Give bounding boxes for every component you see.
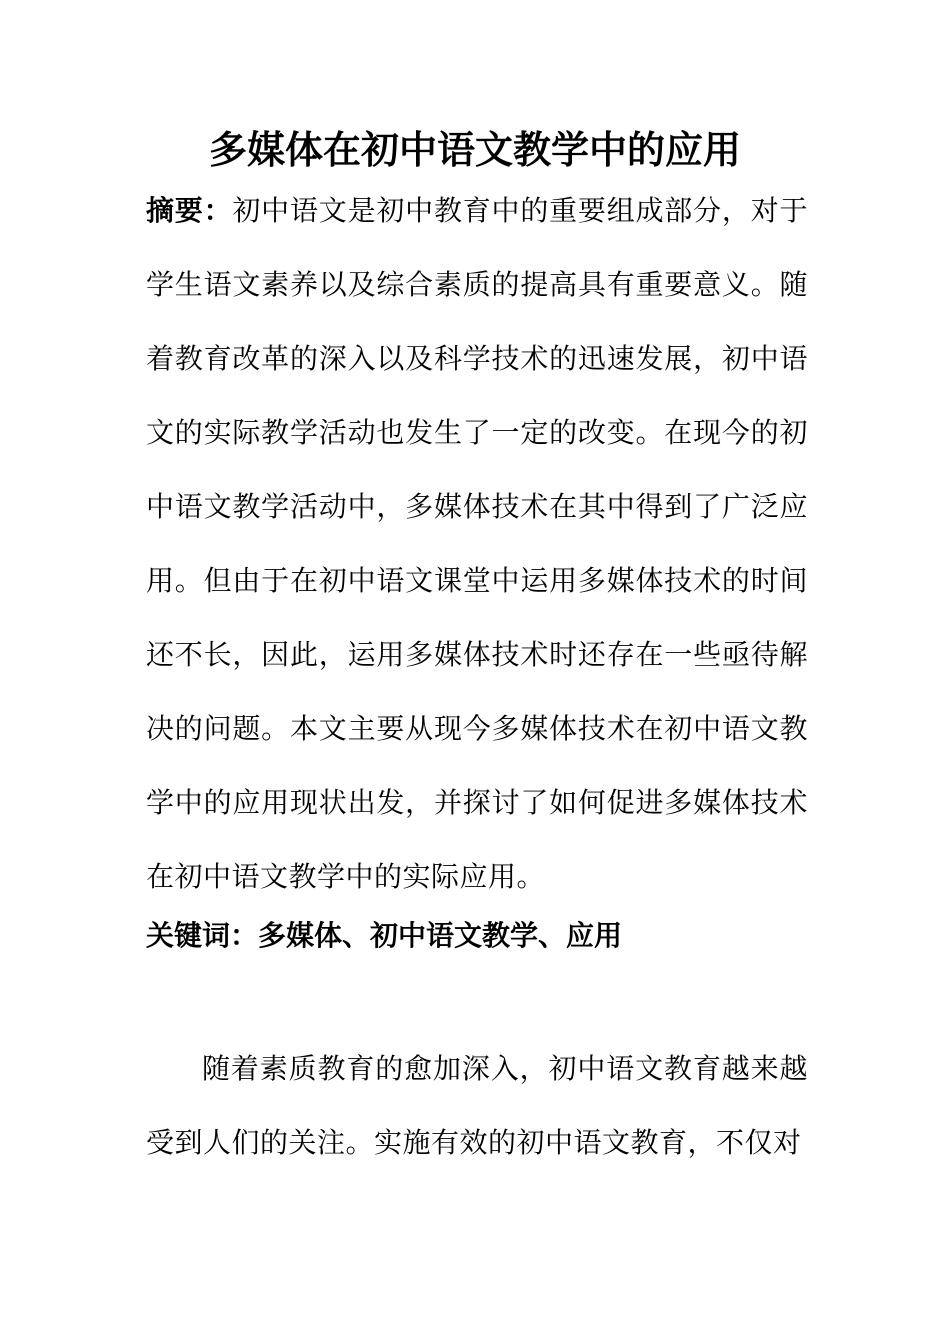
abstract-text: 初中语文是初中教育中的重要组成部分，对于学生语文素养以及综合素质的提高具有重要意义。随着教育改革的深入以及科学技术的迅速发展，初中语文的实际教学活动也发生了一定的改变。在现今的初中语文教学活动中，多媒体技术在其中得到了广泛应用。但由于在初中语文课堂中运用多媒体技术的时间还不长，因此，运用多媒体技术时还存在一些亟待解决的问题。本文主要从现今多媒体技术在初中语文教学中的应用现状出发，并探讨了如何促进多媒体技术在初中语文教学中的实际应用。 (146, 194, 808, 893)
abstract-label: 摘要： (146, 194, 233, 227)
body-paragraph: 随着素质教育的愈加深入，初中语文教育越来越受到人们的关注。实施有效的初中语文教育，不仅对 (146, 1052, 808, 1159)
document-title: 多媒体在初中语文教学中的应用 (208, 128, 741, 172)
abstract-paragraph (146, 174, 808, 914)
keywords-line: 关键词：多媒体、初中语文教学、应用 (146, 919, 623, 952)
